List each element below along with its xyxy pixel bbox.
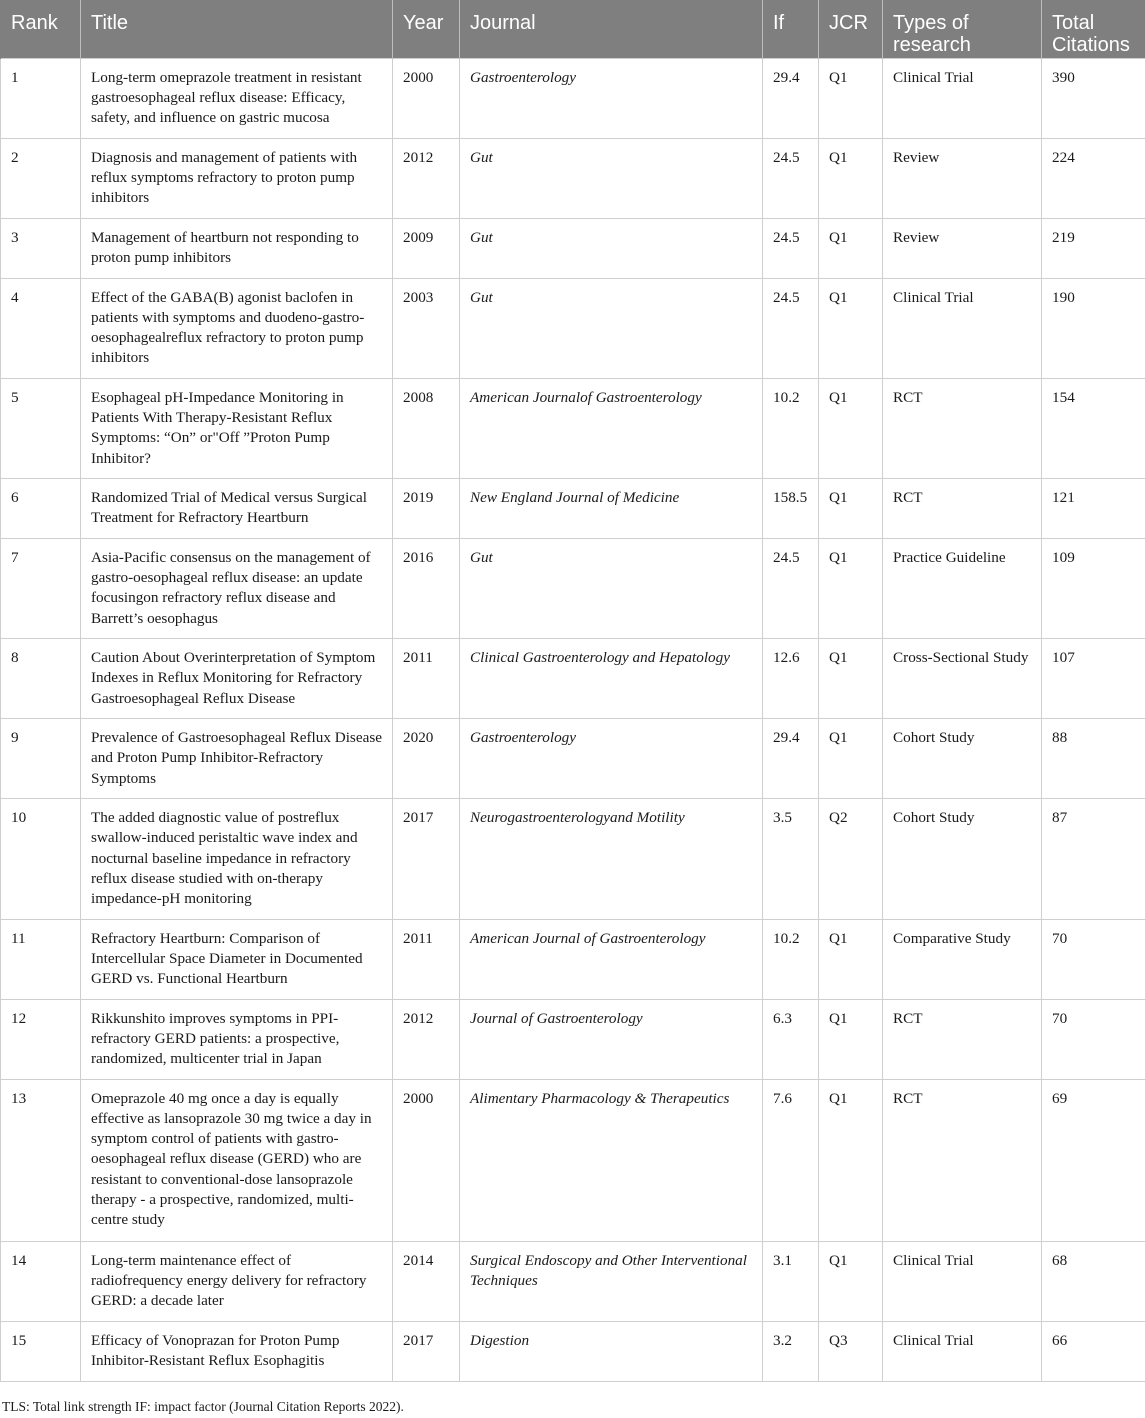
cell-journal: Gut (460, 278, 763, 378)
cell-if: 29.4 (763, 719, 819, 799)
column-header-total-citations: Total Citations (1042, 0, 1145, 58)
table-row (1, 799, 1145, 919)
cell-total-citations: 109 (1042, 538, 1145, 638)
cell-research-type: RCT (883, 1079, 1042, 1241)
cell-year: 2017 (393, 799, 460, 919)
cell-research-type: Clinical Trial (883, 278, 1042, 378)
table-row (1, 719, 1145, 799)
table-row (1, 919, 1145, 999)
cell-year: 2000 (393, 58, 460, 138)
cell-title: Rikkunshito improves symptoms in PPI-refractory GERD patients: a prospective, randomized, multicenter trial in Japan (81, 999, 393, 1079)
cell-year: 2016 (393, 538, 460, 638)
cell-journal: New England Journal of Medicine (460, 478, 763, 538)
table-row (1, 58, 1145, 138)
cell-journal: Neurogastroenterologyand Motility (460, 799, 763, 919)
cell-year: 2020 (393, 719, 460, 799)
cell-year: 2019 (393, 478, 460, 538)
cell-research-type: RCT (883, 378, 1042, 478)
cell-jcr: Q1 (819, 1079, 883, 1241)
cell-if: 29.4 (763, 58, 819, 138)
table-body (1, 58, 1145, 1381)
table-row (1, 218, 1145, 278)
cell-year: 2012 (393, 138, 460, 218)
cell-year: 2000 (393, 1079, 460, 1241)
cell-journal: Gastroenterology (460, 719, 763, 799)
cell-jcr: Q1 (819, 919, 883, 999)
cell-total-citations: 88 (1042, 719, 1145, 799)
cell-title: Long-term omeprazole treatment in resistant gastroesophageal reflux disease: Efficacy, safety, and influence on gastric mucosa (81, 58, 393, 138)
cell-journal: American Journal of Gastroenterology (460, 919, 763, 999)
cell-jcr: Q1 (819, 138, 883, 218)
cell-research-type: Comparative Study (883, 919, 1042, 999)
cell-title: The added diagnostic value of postreflux swallow-induced peristaltic wave index and nocturnal baseline impedance in refractory reflux disease studied with on-therapy impedance-pH monitoring (81, 799, 393, 919)
cell-total-citations: 70 (1042, 919, 1145, 999)
cell-journal: Gut (460, 538, 763, 638)
cell-journal: Surgical Endoscopy and Other Interventional Techniques (460, 1241, 763, 1321)
cell-if: 24.5 (763, 538, 819, 638)
cell-jcr: Q1 (819, 218, 883, 278)
cell-journal: American Journalof Gastroenterology (460, 378, 763, 478)
column-header-year: Year (393, 0, 460, 58)
cell-journal: Clinical Gastroenterology and Hepatology (460, 639, 763, 719)
cell-rank: 10 (1, 799, 81, 919)
column-header-rank: Rank (1, 0, 81, 58)
table-row (1, 639, 1145, 719)
cell-if: 3.1 (763, 1241, 819, 1321)
cell-rank: 5 (1, 378, 81, 478)
cell-title: Asia-Pacific consensus on the management of gastro-oesophageal reflux disease: an update focusingon refractory reflux disease and Barrett’s oesophagus (81, 538, 393, 638)
cell-if: 6.3 (763, 999, 819, 1079)
table-row (1, 1241, 1145, 1321)
cell-research-type: Review (883, 218, 1042, 278)
cell-jcr: Q1 (819, 538, 883, 638)
cell-total-citations: 190 (1042, 278, 1145, 378)
cell-total-citations: 69 (1042, 1079, 1145, 1241)
table-row (1, 478, 1145, 538)
cell-year: 2017 (393, 1321, 460, 1381)
cell-rank: 15 (1, 1321, 81, 1381)
cell-if: 24.5 (763, 278, 819, 378)
column-header-title: Title (81, 0, 393, 58)
cell-title: Efficacy of Vonoprazan for Proton Pump Inhibitor-Resistant Reflux Esophagitis (81, 1321, 393, 1381)
table-row (1, 1321, 1145, 1381)
cell-total-citations: 68 (1042, 1241, 1145, 1321)
cell-jcr: Q1 (819, 1241, 883, 1321)
cell-rank: 9 (1, 719, 81, 799)
column-header-if: If (763, 0, 819, 58)
cell-if: 24.5 (763, 218, 819, 278)
table-row (1, 538, 1145, 638)
cell-total-citations: 219 (1042, 218, 1145, 278)
cell-title: Refractory Heartburn: Comparison of Intercellular Space Diameter in Documented GERD vs. Functional Heartburn (81, 919, 393, 999)
cell-year: 2009 (393, 218, 460, 278)
header-row (1, 0, 1145, 58)
cell-jcr: Q1 (819, 478, 883, 538)
cell-total-citations: 66 (1042, 1321, 1145, 1381)
cell-jcr: Q1 (819, 58, 883, 138)
table-row (1, 1079, 1145, 1241)
cell-title: Management of heartburn not responding to proton pump inhibitors (81, 218, 393, 278)
cell-research-type: Cross-Sectional Study (883, 639, 1042, 719)
cell-year: 2008 (393, 378, 460, 478)
table-row (1, 999, 1145, 1079)
cell-jcr: Q2 (819, 799, 883, 919)
cell-jcr: Q1 (819, 639, 883, 719)
cell-title: Caution About Overinterpretation of Symptom Indexes in Reflux Monitoring for Refractory Gastroesophageal Reflux Disease (81, 639, 393, 719)
cell-title: Effect of the GABA(B) agonist baclofen in patients with symptoms and duodeno-gastro-oesophagealreflux refractory to proton pump inhibitors (81, 278, 393, 378)
cell-rank: 11 (1, 919, 81, 999)
cell-year: 2011 (393, 639, 460, 719)
table-header (1, 0, 1145, 58)
cell-year: 2012 (393, 999, 460, 1079)
cell-research-type: Cohort Study (883, 799, 1042, 919)
cell-total-citations: 390 (1042, 58, 1145, 138)
cell-year: 2003 (393, 278, 460, 378)
cell-if: 3.5 (763, 799, 819, 919)
table-row (1, 378, 1145, 478)
cell-journal: Gastroenterology (460, 58, 763, 138)
cell-rank: 7 (1, 538, 81, 638)
cell-rank: 14 (1, 1241, 81, 1321)
cell-jcr: Q1 (819, 719, 883, 799)
table-footnote: TLS: Total link strength IF: impact factor (Journal Citation Reports 2022). (2, 1399, 404, 1414)
table-row (1, 278, 1145, 378)
cell-journal: Gut (460, 218, 763, 278)
cell-rank: 12 (1, 999, 81, 1079)
cell-if: 10.2 (763, 378, 819, 478)
cell-research-type: RCT (883, 999, 1042, 1079)
cell-research-type: Cohort Study (883, 719, 1042, 799)
cell-jcr: Q1 (819, 378, 883, 478)
cell-journal: Journal of Gastroenterology (460, 999, 763, 1079)
cell-if: 12.6 (763, 639, 819, 719)
cell-jcr: Q1 (819, 278, 883, 378)
table-row (1, 138, 1145, 218)
cell-research-type: Clinical Trial (883, 1321, 1042, 1381)
cell-rank: 8 (1, 639, 81, 719)
cell-rank: 1 (1, 58, 81, 138)
column-header-journal: Journal (460, 0, 763, 58)
cell-title: Long-term maintenance effect of radiofrequency energy delivery for refractory GERD: a decade later (81, 1241, 393, 1321)
cell-if: 3.2 (763, 1321, 819, 1381)
cell-total-citations: 121 (1042, 478, 1145, 538)
cell-total-citations: 87 (1042, 799, 1145, 919)
cell-jcr: Q3 (819, 1321, 883, 1381)
cell-rank: 6 (1, 478, 81, 538)
cell-total-citations: 70 (1042, 999, 1145, 1079)
cell-research-type: RCT (883, 478, 1042, 538)
column-header-research-type: Types of research (883, 0, 1042, 58)
cell-journal: Digestion (460, 1321, 763, 1381)
cell-if: 158.5 (763, 478, 819, 538)
cell-if: 24.5 (763, 138, 819, 218)
cell-title: Omeprazole 40 mg once a day is equally effective as lansoprazole 30 mg twice a day in symptom control of patients with gastro-oesophageal reflux disease (GERD) who are resistant to conventional-dose lansoprazole therapy - a prospective, randomized, multi-centre study (81, 1079, 393, 1241)
cell-research-type: Clinical Trial (883, 1241, 1042, 1321)
cell-year: 2014 (393, 1241, 460, 1321)
cell-journal: Alimentary Pharmacology & Therapeutics (460, 1079, 763, 1241)
cell-rank: 13 (1, 1079, 81, 1241)
cell-if: 10.2 (763, 919, 819, 999)
cell-title: Diagnosis and management of patients with reflux symptoms refractory to proton pump inhibitors (81, 138, 393, 218)
cell-year: 2011 (393, 919, 460, 999)
cell-total-citations: 107 (1042, 639, 1145, 719)
column-header-jcr: JCR (819, 0, 883, 58)
cell-rank: 4 (1, 278, 81, 378)
cell-title: Randomized Trial of Medical versus Surgical Treatment for Refractory Heartburn (81, 478, 393, 538)
cell-title: Esophageal pH-Impedance Monitoring in Patients With Therapy-Resistant Reflux Symptoms: “On” or"Off ”Proton Pump Inhibitor? (81, 378, 393, 478)
cell-journal: Gut (460, 138, 763, 218)
cell-research-type: Practice Guideline (883, 538, 1042, 638)
cell-rank: 2 (1, 138, 81, 218)
cell-total-citations: 224 (1042, 138, 1145, 218)
cell-research-type: Clinical Trial (883, 58, 1042, 138)
cell-total-citations: 154 (1042, 378, 1145, 478)
cell-jcr: Q1 (819, 999, 883, 1079)
cell-rank: 3 (1, 218, 81, 278)
cell-title: Prevalence of Gastroesophageal Reflux Disease and Proton Pump Inhibitor-Refractory Symptoms (81, 719, 393, 799)
cell-if: 7.6 (763, 1079, 819, 1241)
cell-research-type: Review (883, 138, 1042, 218)
